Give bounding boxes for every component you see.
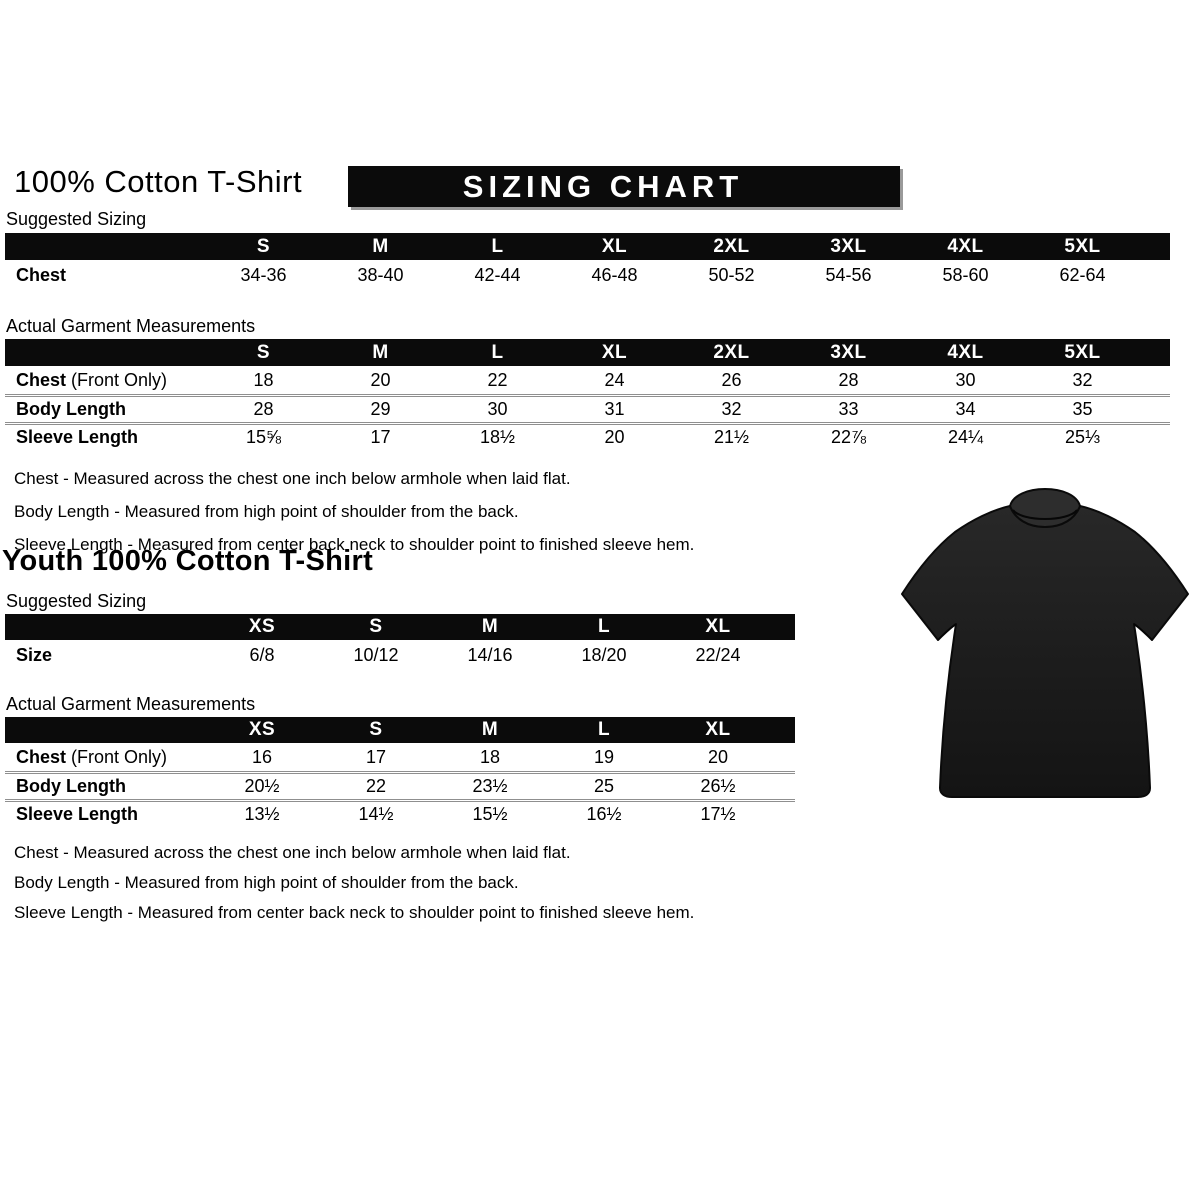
measure-cell: 19: [593, 746, 615, 767]
column-header-4xl: 4XL: [947, 341, 984, 363]
measure-cell: 35: [1072, 399, 1093, 419]
column-header-l: L: [597, 616, 611, 637]
measure-cell: 21½: [713, 427, 750, 447]
column-header-xs: XS: [248, 616, 276, 637]
measure-cell: 15⅝: [245, 427, 282, 447]
adult-actual-measurements-table: [5, 339, 1170, 450]
column-header-5xl: 5XL: [1064, 235, 1101, 257]
measure-cell: 17: [365, 746, 387, 767]
measure-cell: 20: [707, 746, 729, 767]
column-header-l: L: [491, 235, 504, 257]
measure-cell: 32: [1072, 369, 1093, 390]
column-header-2xl: 2XL: [713, 341, 750, 363]
row-label: Sleeve Length: [16, 804, 139, 824]
tshirt-image: [892, 476, 1198, 806]
table-header-row: [5, 233, 1170, 260]
youth-section-title: Youth 100% Cotton T-Shirt: [2, 545, 374, 577]
table-row-sleeve-length: [5, 422, 1170, 450]
measure-cell: 17: [370, 427, 391, 447]
size-cell: 62-64: [1059, 264, 1106, 285]
youth-measurement-notes: [14, 838, 694, 928]
column-header-xs: XS: [248, 719, 276, 740]
row-label: Body Length: [16, 776, 126, 796]
adult-suggested-sizing-table: [5, 233, 1170, 290]
size-cell: 54-56: [825, 264, 872, 285]
measure-cell: 30: [487, 399, 508, 419]
column-header-5xl: 5XL: [1064, 341, 1101, 363]
page-title: 100% Cotton T-Shirt: [14, 164, 303, 199]
measure-cell: 32: [721, 399, 742, 419]
measure-cell: 24¼: [947, 427, 984, 447]
measurement-note: Chest - Measured across the chest one inch below armhole when laid flat.: [14, 469, 571, 488]
table-row-size: [5, 640, 795, 670]
row-label: Chest (Front Only): [16, 369, 168, 390]
measure-cell: 22: [365, 776, 387, 796]
measure-cell: 16: [251, 746, 273, 767]
row-label: Size: [16, 644, 53, 665]
measurement-note: Body Length - Measured from high point of shoulder from the back.: [14, 502, 519, 521]
measure-cell: 20: [604, 427, 625, 447]
adult-actual-measurements-label: Actual Garment Measurements: [6, 316, 256, 336]
row-label: Chest: [16, 264, 67, 285]
size-cell: 50-52: [708, 264, 755, 285]
measure-cell: 18: [253, 369, 274, 390]
table-row-chest: [5, 260, 1170, 290]
size-cell: 10/12: [353, 644, 399, 665]
table-row-body-length: [5, 394, 1170, 422]
measure-cell: 33: [838, 399, 859, 419]
adult-suggested-sizing-label: Suggested Sizing: [6, 209, 147, 229]
table-row-body-length: [5, 771, 795, 799]
measure-cell: 17½: [700, 804, 736, 824]
table-header-row: [5, 614, 795, 640]
column-header-m: M: [481, 616, 499, 637]
column-header-l: L: [491, 341, 504, 363]
youth-actual-measurements-label: Actual Garment Measurements: [6, 694, 256, 714]
row-label: Body Length: [16, 399, 126, 419]
measure-cell: 15½: [472, 804, 508, 824]
column-header-s: S: [369, 616, 383, 637]
column-header-3xl: 3XL: [830, 235, 867, 257]
measure-cell: 28: [253, 399, 274, 419]
measure-cell: 31: [604, 399, 625, 419]
row-label: Chest (Front Only): [16, 746, 168, 767]
column-header-s: S: [256, 235, 271, 257]
sizing-chart-banner: [348, 166, 900, 207]
measure-cell: 30: [955, 369, 976, 390]
size-cell: 42-44: [474, 264, 521, 285]
table-row-chest: [5, 366, 1170, 394]
row-label: Sleeve Length: [16, 427, 139, 447]
column-header-s: S: [369, 719, 383, 740]
youth-actual-measurements-table: [5, 717, 795, 827]
measure-cell: 20: [370, 369, 391, 390]
sizing-chart-banner-text: SIZING CHART: [462, 168, 744, 204]
size-cell: 6/8: [249, 644, 275, 665]
size-cell: 58-60: [942, 264, 989, 285]
measurement-note: Body Length - Measured from high point of shoulder from the back.: [14, 873, 519, 892]
size-cell: 14/16: [467, 644, 513, 665]
measure-cell: 22⅞: [830, 427, 867, 447]
size-cell: 34-36: [240, 264, 287, 285]
table-row-chest: [5, 743, 795, 771]
measure-cell: 20½: [244, 776, 280, 796]
measure-cell: 26½: [700, 776, 736, 796]
measure-cell: 25⅓: [1064, 427, 1101, 447]
size-cell: 18/20: [581, 644, 627, 665]
size-cell: 38-40: [357, 264, 404, 285]
column-header-m: M: [481, 719, 499, 740]
column-header-2xl: 2XL: [713, 235, 750, 257]
column-header-s: S: [256, 341, 271, 363]
measurement-note: Sleeve Length - Measured from center back neck to shoulder point to finished sleeve hem.: [14, 535, 695, 554]
measure-cell: 16½: [586, 804, 622, 824]
measure-cell: 34: [955, 399, 976, 419]
measure-cell: 24: [604, 369, 625, 390]
column-header-m: M: [372, 235, 389, 257]
size-cell: 22/24: [695, 644, 741, 665]
table-row-sleeve-length: [5, 799, 795, 827]
measure-cell: 18½: [479, 427, 516, 447]
youth-suggested-sizing-label: Suggested Sizing: [6, 591, 147, 611]
measure-cell: 29: [370, 399, 391, 419]
measure-cell: 28: [838, 369, 859, 390]
measure-cell: 18: [479, 746, 501, 767]
measure-cell: 13½: [244, 804, 280, 824]
measure-cell: 26: [721, 369, 742, 390]
measure-cell: 14½: [358, 804, 394, 824]
column-header-xl: XL: [705, 616, 731, 637]
measurement-note: Chest - Measured across the chest one inch below armhole when laid flat.: [14, 843, 571, 862]
table-header-row: [5, 717, 795, 743]
column-header-3xl: 3XL: [830, 341, 867, 363]
column-header-4xl: 4XL: [947, 235, 984, 257]
table-header-row: [5, 339, 1170, 366]
column-header-m: M: [372, 341, 389, 363]
measure-cell: 22: [487, 369, 508, 390]
tshirt-graphic: [892, 476, 1198, 806]
column-header-xl: XL: [705, 719, 731, 740]
size-cell: 46-48: [591, 264, 638, 285]
column-header-xl: XL: [601, 341, 628, 363]
youth-suggested-sizing-table: [5, 614, 795, 670]
column-header-xl: XL: [601, 235, 628, 257]
measure-cell: 23½: [472, 776, 508, 796]
measure-cell: 25: [593, 776, 615, 796]
measurement-note: Sleeve Length - Measured from center back neck to shoulder point to finished sleeve hem.: [14, 903, 695, 922]
column-header-l: L: [597, 719, 611, 740]
